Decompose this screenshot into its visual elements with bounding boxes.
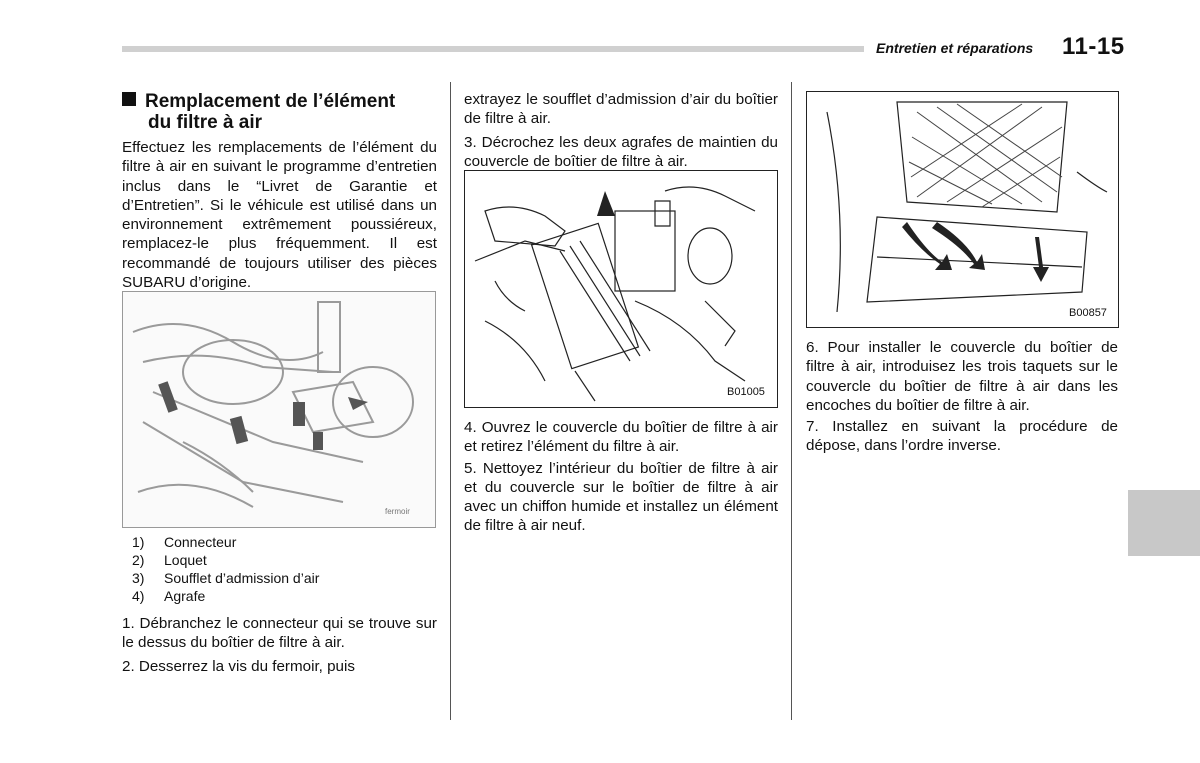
legend-item: 4) Agrafe <box>132 588 206 604</box>
column-divider <box>791 82 792 720</box>
figure-air-intake <box>122 291 436 528</box>
step-4: 4. Ouvrez le couvercle du boîtier de filtre à air et retirez l’élément du filtre à air. <box>464 419 778 456</box>
square-bullet-icon <box>122 92 136 106</box>
air-intake-illustration <box>123 292 435 527</box>
steps-col2-bottom <box>464 418 778 536</box>
step-2-continued: extrayez le soufflet d’admission d’air du boîtier de filtre à air. <box>464 91 778 128</box>
steps-col1 <box>122 614 437 676</box>
legend-item: 2) Loquet <box>132 552 207 568</box>
step-6: 6. Pour installer le couvercle du boîtier de filtre à air, introduisez les trois taquets sur le couvercle du boîtier de filtre à air dans les encoches du boîtier de filtre à air. <box>806 339 1118 414</box>
intro-block <box>122 138 437 292</box>
intro-paragraph: Effectuez les remplacements de l’élément du filtre à air en suivant le programme d’entretien inclus dans le “Livret de Garantie et d’Entretien”. Si le véhicule est utilisé dans un environnement extrêmement poussiéreux, remplacez-le plus fréquemment. Il est recommandé de toujours utiliser des pièces SUBARU d’origine. <box>122 139 437 292</box>
heading-line2: du filtre à air <box>148 112 263 133</box>
figure-filter-box-clips <box>464 170 778 408</box>
step-2: 2. Desserrez la vis du fermoir, puis <box>122 657 355 675</box>
step-5: 5. Nettoyez l’intérieur du boîtier de filtre à air et du couvercle sur le boîtier de filtre à air avec un chiffon humide et installez un élément de filtre à air neuf. <box>464 459 778 535</box>
steps-col2-top <box>464 90 778 171</box>
section-heading <box>122 91 437 133</box>
page-number: 11-15 <box>1062 33 1125 60</box>
cover-tabs-illustration <box>807 92 1118 327</box>
filter-box-illustration <box>465 171 777 407</box>
figure-legend <box>132 533 319 605</box>
legend-item: 3) Soufflet d’admission d’air <box>132 570 320 586</box>
column-divider <box>450 82 451 720</box>
figure-code: fermoir <box>385 507 410 516</box>
figure-code: B01005 <box>727 386 765 398</box>
legend-item: 1) Connecteur <box>132 534 237 550</box>
figure-code: B00857 <box>1069 307 1107 319</box>
arrow-icon <box>597 191 615 216</box>
running-header: Entretien et réparations <box>876 40 1034 56</box>
step-3: 3. Décrochez les deux agrafes de maintien du couvercle de boîtier de filtre à air. <box>464 133 778 170</box>
figure-cover-tabs <box>806 91 1119 328</box>
steps-col3 <box>806 338 1118 456</box>
heading-line1: Remplacement de l’élément <box>145 91 396 112</box>
header-rule <box>122 46 864 52</box>
chapter-tab <box>1128 490 1200 556</box>
step-1: 1. Débranchez le connecteur qui se trouve sur le dessus du boîtier de filtre à air. <box>122 615 437 652</box>
step-7: 7. Installez en suivant la procédure de dépose, dans l’ordre inverse. <box>806 418 1118 455</box>
